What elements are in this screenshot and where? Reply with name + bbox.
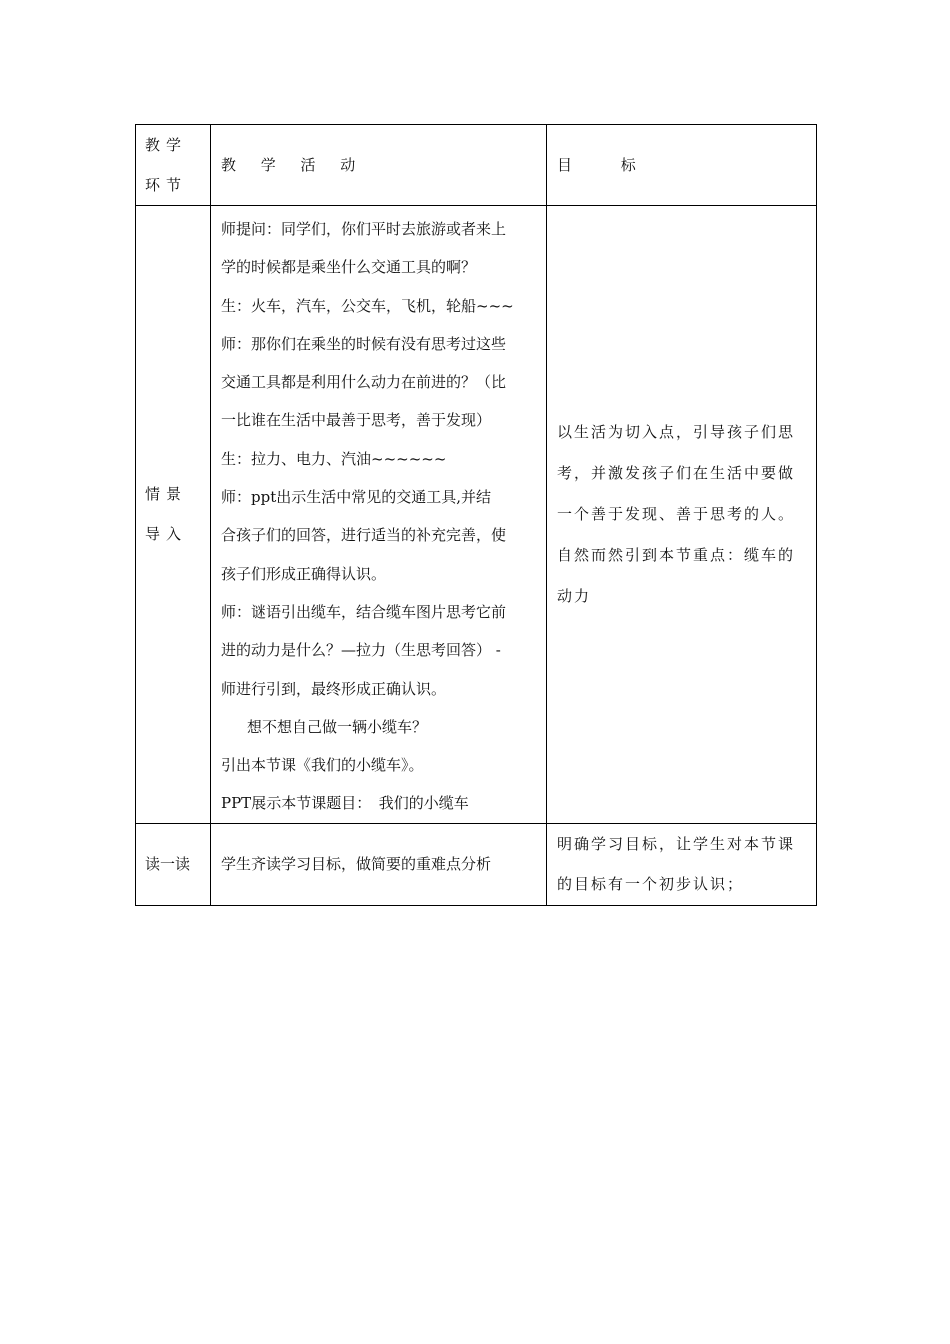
activity-line: 师：谜语引出缆车，结合缆车图片思考它前: [221, 602, 507, 621]
goal-scene-intro: 以生活为切入点，引导孩子们思考，并激发孩子们在生活中要做一个善于发现、善于思考的人。自然而然引到本节重点：缆车的动力: [547, 206, 817, 824]
activity-line: 交通工具都是利用什么动力在前进的？（比: [221, 373, 507, 392]
stage-read-aloud: 读一读: [136, 823, 211, 905]
stage-scene-intro: 情景导入: [136, 206, 211, 824]
activity-line: 想不想自己做一辆小缆车？: [247, 717, 428, 736]
activity-line: 孩子们形成正确得认识。: [221, 564, 387, 583]
activity-line: 生：火车，汽车，公交车，飞机，轮船~~~: [221, 296, 514, 315]
activity-line: 合孩子们的回答，进行适当的补充完善，使: [221, 526, 507, 545]
activity-line: 师提问：同学们，你们平时去旅游或者来上: [221, 220, 507, 238]
header-stage: 教学环节: [136, 125, 211, 206]
activity-line: PPT展示本节课题目： 我们的小缆车: [221, 794, 469, 813]
table-row: [136, 823, 817, 905]
activity-scene-intro: [211, 206, 547, 824]
activity-line: 师：ppt出示生活中常见的交通工具,并结: [221, 488, 492, 507]
activity-line: 进的动力是什么？—拉力（生思考回答） -: [221, 641, 501, 660]
activity-line: 生：拉力、电力、汽油~~~~~~: [221, 449, 447, 468]
activity-line: 师：那你们在乘坐的时候有没有思考过这些: [221, 334, 507, 353]
activity-line: 师进行引到，最终形成正确认识。: [221, 679, 447, 698]
header-goal: 目 标: [547, 125, 817, 206]
activity-read-aloud: 学生齐读学习目标，做简要的重难点分析: [211, 823, 547, 905]
activity-line: 一比谁在生活中最善于思考，善于发现）: [221, 411, 492, 430]
activity-line: 引出本节课《我们的小缆车》。: [221, 756, 424, 775]
header-activity: 教 学 活 动: [211, 125, 547, 206]
goal-read-aloud: 明确学习目标，让学生对本节课的目标有一个初步认识；: [547, 823, 817, 905]
table-row: [136, 206, 817, 824]
table-header-row: [136, 125, 817, 206]
lesson-plan-table: [135, 124, 817, 906]
activity-line: 学的时候都是乘坐什么交通工具的啊？: [221, 258, 477, 277]
